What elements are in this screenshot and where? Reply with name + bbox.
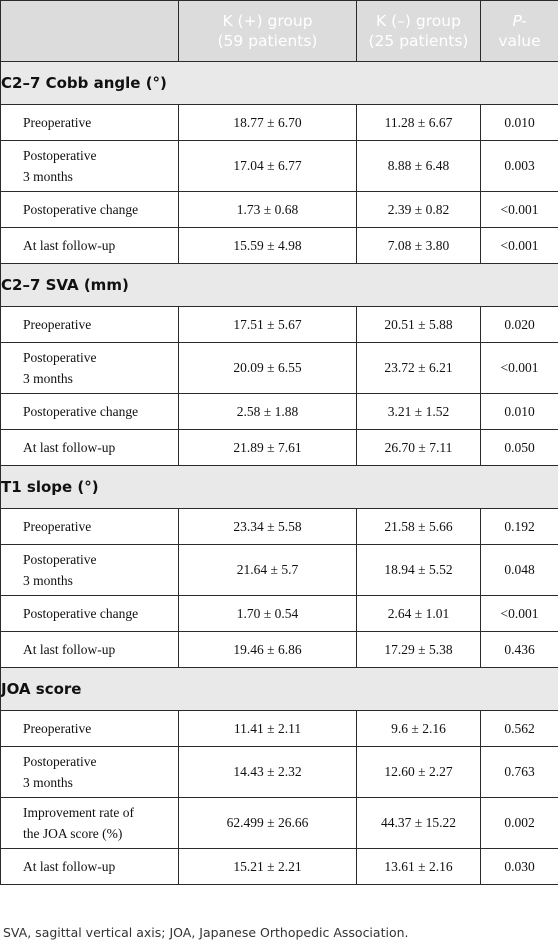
row-label-line1: Postoperative [23,148,97,163]
k-negative-value: 20.51 ± 5.88 [357,307,481,343]
row-label-line2: the JOA score (%) [23,826,123,841]
p-value: 0.192 [481,509,558,545]
k-positive-value: 15.21 ± 2.21 [179,849,357,885]
k-positive-value: 15.59 ± 4.98 [179,228,357,264]
p-value: <0.001 [481,192,558,228]
row-label-line1: Postoperative [23,754,97,769]
section-title: T1 slope (°) [1,466,558,509]
row-label [1,394,179,430]
row-label [1,228,179,264]
k-negative-value: 17.29 ± 5.38 [357,632,481,668]
k-positive-value: 62.499 ± 26.66 [179,798,357,849]
row-label-line1: Preoperative [23,317,92,332]
p-value: 0.030 [481,849,558,885]
header-k-negative-line2: (25 patients) [368,32,469,50]
k-negative-value: 2.64 ± 1.01 [357,596,481,632]
p-value: <0.001 [481,343,558,394]
p-value: 0.048 [481,545,558,596]
p-value: <0.001 [481,228,558,264]
row-label [1,307,179,343]
k-positive-value: 19.46 ± 6.86 [179,632,357,668]
header-p-value [481,1,558,62]
row-label [1,343,179,394]
k-negative-value: 18.94 ± 5.52 [357,545,481,596]
row-label [1,430,179,466]
p-value: 0.436 [481,632,558,668]
header-k-positive-line2: (59 patients) [217,32,318,50]
table-row [1,192,558,228]
k-negative-value: 26.70 ± 7.11 [357,430,481,466]
row-label-line1: Preoperative [23,721,92,736]
p-value: 0.010 [481,394,558,430]
p-value: 0.003 [481,141,558,192]
row-label-line1: Postoperative [23,552,97,567]
k-negative-value: 2.39 ± 0.82 [357,192,481,228]
k-negative-value: 7.08 ± 3.80 [357,228,481,264]
p-value: 0.002 [481,798,558,849]
p-value: 0.050 [481,430,558,466]
header-k-negative-line1: K (–) group [376,12,461,30]
p-value: <0.001 [481,596,558,632]
k-positive-value: 20.09 ± 6.55 [179,343,357,394]
table-row [1,307,558,343]
k-negative-value: 9.6 ± 2.16 [357,711,481,747]
row-label-line1: Postoperative change [23,202,139,217]
row-label [1,509,179,545]
section-row [1,668,558,711]
k-negative-value: 23.72 ± 6.21 [357,343,481,394]
header-row [1,1,558,62]
k-negative-value: 8.88 ± 6.48 [357,141,481,192]
section-row [1,264,558,307]
row-label-line1: Preoperative [23,519,92,534]
table-row [1,394,558,430]
k-positive-value: 2.58 ± 1.88 [179,394,357,430]
header-p-value-line1: P- [512,12,527,30]
header-p-value-line2: value [498,32,541,50]
k-positive-value: 23.34 ± 5.58 [179,509,357,545]
k-negative-value: 21.58 ± 5.66 [357,509,481,545]
table-row [1,747,558,798]
section-title: C2–7 Cobb angle (°) [1,62,558,105]
row-label-line1: Preoperative [23,115,92,130]
table-row [1,105,558,141]
section-row [1,466,558,509]
table-row [1,430,558,466]
k-positive-value: 1.70 ± 0.54 [179,596,357,632]
row-label-line1: Postoperative change [23,606,139,621]
table-row [1,509,558,545]
row-label-line1: At last follow-up [23,859,116,874]
k-positive-value: 14.43 ± 2.32 [179,747,357,798]
table-row [1,596,558,632]
row-label [1,596,179,632]
header-empty [1,1,179,62]
k-negative-value: 12.60 ± 2.27 [357,747,481,798]
section-title: JOA score [1,668,558,711]
row-label-line1: Postoperative [23,350,97,365]
p-value: 0.763 [481,747,558,798]
table-row [1,711,558,747]
table-footnote: SVA, sagittal vertical axis; JOA, Japanese Orthopedic Association. [3,925,409,940]
k-positive-value: 11.41 ± 2.11 [179,711,357,747]
row-label-line2: 3 months [23,169,73,184]
k-negative-value: 3.21 ± 1.52 [357,394,481,430]
table-row [1,545,558,596]
row-label [1,192,179,228]
row-label [1,849,179,885]
row-label-line1: At last follow-up [23,642,116,657]
header-k-positive [179,1,357,62]
header-k-positive-line1: K (+) group [222,12,313,30]
table-row [1,141,558,192]
header-k-negative [357,1,481,62]
table-row [1,849,558,885]
k-negative-value: 11.28 ± 6.67 [357,105,481,141]
row-label-line1: Improvement rate of [23,805,134,820]
row-label-line2: 3 months [23,573,73,588]
section-row [1,62,558,105]
k-positive-value: 17.04 ± 6.77 [179,141,357,192]
row-label [1,141,179,192]
row-label-line1: At last follow-up [23,440,116,455]
section-title: C2–7 SVA (mm) [1,264,558,307]
row-label [1,632,179,668]
k-positive-value: 1.73 ± 0.68 [179,192,357,228]
p-value: 0.020 [481,307,558,343]
table-row [1,798,558,849]
table-row [1,228,558,264]
row-label-line2: 3 months [23,775,73,790]
row-label [1,105,179,141]
row-label [1,798,179,849]
k-positive-value: 21.89 ± 7.61 [179,430,357,466]
p-value: 0.010 [481,105,558,141]
k-positive-value: 21.64 ± 5.7 [179,545,357,596]
row-label [1,711,179,747]
row-label-line1: At last follow-up [23,238,116,253]
row-label [1,545,179,596]
k-positive-value: 18.77 ± 6.70 [179,105,357,141]
k-negative-value: 44.37 ± 15.22 [357,798,481,849]
row-label-line2: 3 months [23,371,73,386]
k-negative-value: 13.61 ± 2.16 [357,849,481,885]
p-value: 0.562 [481,711,558,747]
table-row [1,343,558,394]
row-label-line1: Postoperative change [23,404,139,419]
table-row [1,632,558,668]
k-positive-value: 17.51 ± 5.67 [179,307,357,343]
row-label [1,747,179,798]
